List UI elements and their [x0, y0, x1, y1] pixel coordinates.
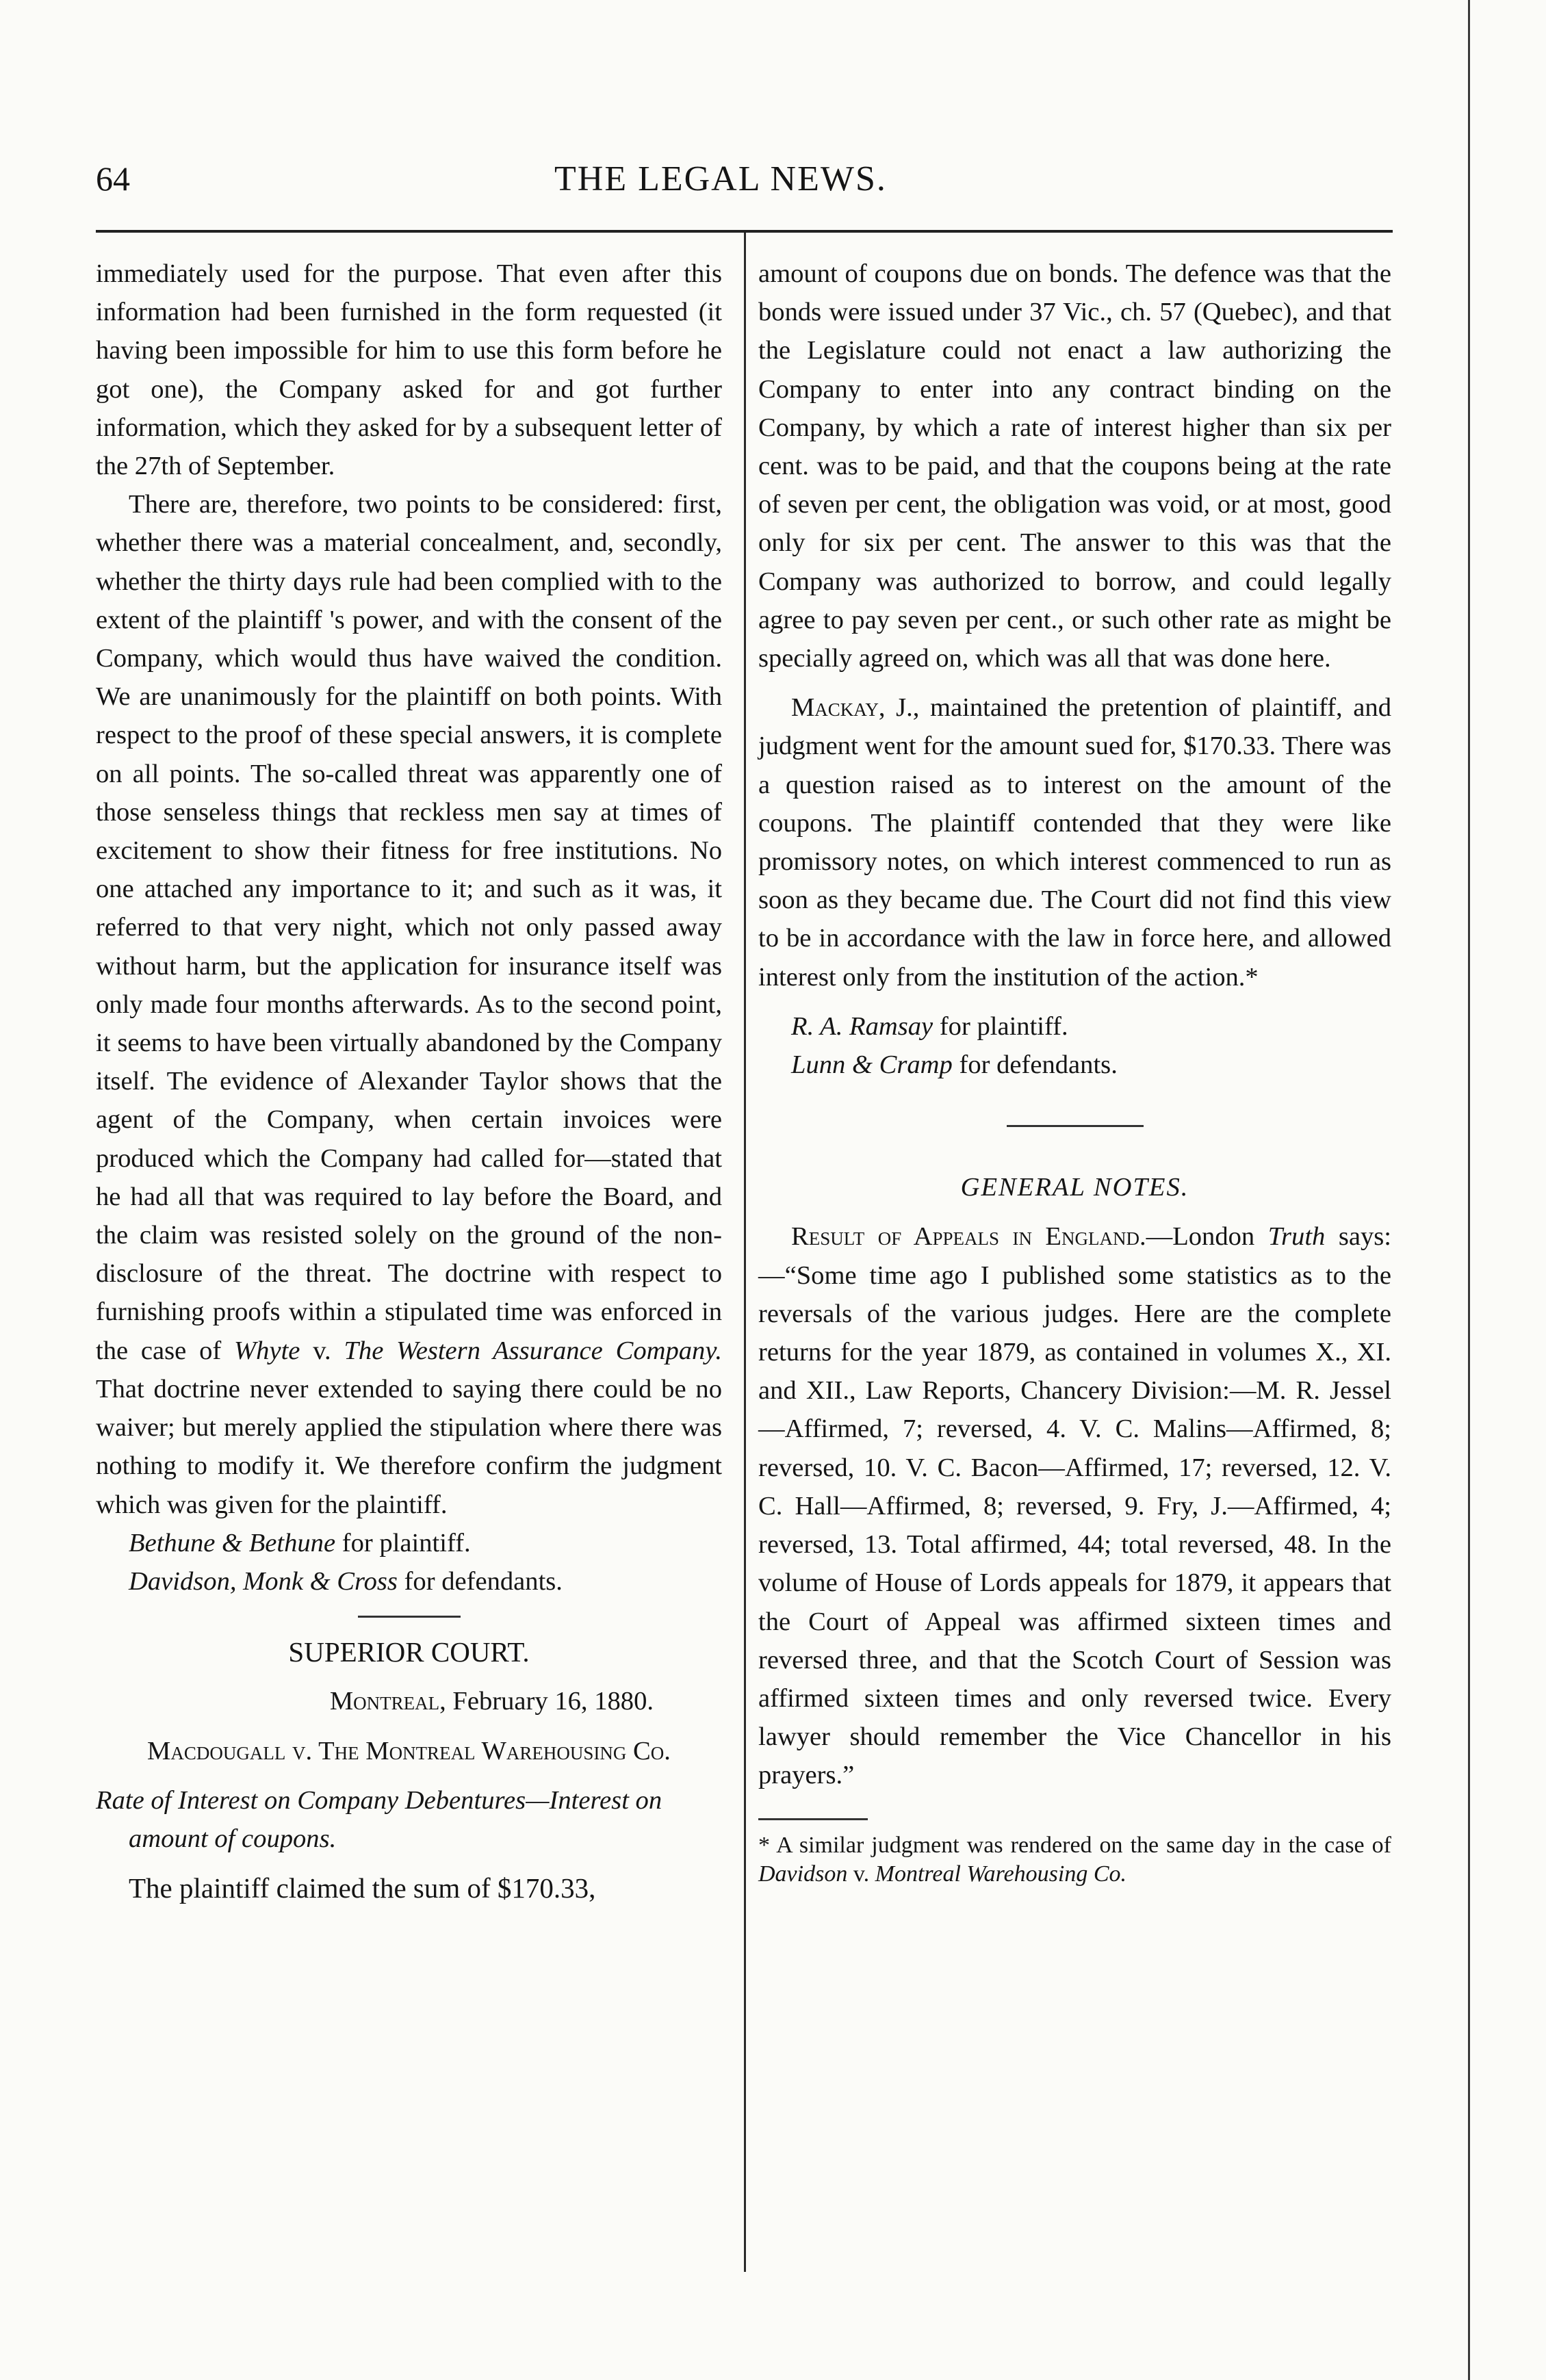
- paragraph: The plaintiff claimed the sum of $170.33,: [129, 1872, 596, 1904]
- footnote-text: * A similar judgment was rendered on the same day in the case of: [758, 1832, 1391, 1858]
- case-name: The Western Assurance Company.: [344, 1336, 722, 1365]
- right-column: [758, 255, 1391, 1889]
- footnote: [758, 1831, 1391, 1889]
- case-subject: Rate of Interest on Company Debentures—Interest on amount of coupons.: [96, 1785, 662, 1853]
- case-name: Davidson: [758, 1861, 848, 1887]
- counsel-line: [96, 1524, 722, 1562]
- page-title: THE LEGAL NEWS.: [554, 159, 887, 198]
- paragraph-text: says:—“Some time ago I published some statistics as to the reversals of the various judges. Here are the complete returns for the year 1879, as contained in volumes X., XI. and XII., Law Reports, Chancery Division:—M. R. Jessel—Affirmed, 7; reversed, 4. V. C. Malins—Affirmed, 8; reversed, 10. V. C. Bacon—Affirmed, 17; reversed, 12. V. C. Hall—Affirmed, 8; reversed, 9. Fry, J.—Affirmed, 4; reversed, 13. Total affirmed, 44; total reversed, 48. In the volume of House of Lords appeals for 1879, it appears that the Court of Appeal was affirmed sixteen times and reversed three, and that the Scotch Court of Session was affirmed sixteen times and only reversed twice. Every lawyer should remember the Vice Chancellor in his prayers.”: [758, 1222, 1391, 1790]
- left-column: [96, 255, 722, 1907]
- paragraph: [96, 485, 722, 1523]
- page-edge-line: [1468, 0, 1470, 2380]
- counsel-role: for defendants.: [959, 1050, 1118, 1080]
- section-rule: [1007, 1125, 1144, 1127]
- counsel-line: [758, 1046, 1391, 1084]
- notes-heading: GENERAL NOTES.: [960, 1173, 1189, 1202]
- counsel-name: Bethune & Bethune: [129, 1528, 336, 1557]
- counsel-line: [758, 1007, 1391, 1046]
- counsel-name: Davidson, Monk & Cross: [129, 1566, 398, 1596]
- counsel-role: for plaintiff.: [939, 1011, 1068, 1041]
- paragraph: [758, 688, 1391, 996]
- counsel-role: for plaintiff.: [342, 1528, 471, 1557]
- case-name: Whyte: [234, 1336, 300, 1365]
- court-heading: SUPERIOR COURT.: [288, 1636, 530, 1668]
- paragraph-text: There are, therefore, two points to be considered: first, whether there was a material concealment, and, secondly, whether the thirty days rule had been complied with to the extent of the plaintiff 's power, and with the consent of the Company, which would thus have waived the condition. We are unanimously for the plaintiff on both points. With respect to the proof of these special answers, it is complete on all points. The so-called threat was apparently one of those senseless things that reckless men say at times of excitement to show their fitness for free institutions. No one attached any importance to it; and such as it was, it referred to that very night, which not only passed away without harm, but the application for insurance itself was only made four months afterwards. As to the second point, it seems to have been virtually abandoned by the Company itself. The evidence of Alexander Taylor shows that the agent of the Company, when certain invoices were produced which the Company had called for—stated that he had all that was required to lay before the Board, and the claim was resisted solely on the ground of the non-disclosure of the threat. The doctrine with respect to furnishing proofs within a stipulated time was enforced in the case of: [96, 490, 722, 1365]
- versus: v.: [313, 1336, 331, 1365]
- notes-place: —London: [1146, 1222, 1255, 1252]
- paragraph-text: maintained the pretention of plaintiff, and judgment went for the amount sued for, $170.33. There was a question raised as to interest on the amount of the coupons. The plaintiff contended that they were like promissory notes, on which interest commenced to run as soon as they became due. The Court did not find this view to be in accordance with the law in force here, and allowed interest only from the institution of the action.*: [758, 693, 1391, 992]
- counsel-name: R. A. Ramsay: [791, 1011, 933, 1041]
- paragraph: amount of coupons due on bonds. The defence was that the bonds were issued under 37 Vic., ch. 57 (Quebec), and that the Legislature could not enact a law authorizing the Company to enter into any contract binding on the Company, by which a rate of interest higher than six per cent. was to be paid, and that the coupons being at the rate of seven per cent, the obligation was void, or at most, good only for six per cent. The answer to this was that the Company was authorized to borrow, and could legally agree to pay seven per cent., or such other rate as might be specially agreed on, which was all that was done here.: [758, 259, 1391, 673]
- notes-source: Truth: [1267, 1222, 1326, 1252]
- dateline: [96, 1682, 722, 1720]
- column-divider: [744, 233, 746, 2272]
- paragraph: [758, 1217, 1391, 1794]
- notes-lead: Result of Appeals in England.: [791, 1222, 1146, 1252]
- versus: v.: [853, 1861, 870, 1887]
- counsel-line: [96, 1562, 722, 1601]
- section-rule: [358, 1616, 461, 1618]
- paragraph: immediately used for the purpose. That even after this information had been furnished in the form requested (it having been impossible for him to use this form before he got one), the Company asked for and got further information, which they asked for by a subsequent letter of the 27th of September.: [96, 259, 722, 481]
- footnote-rule: [758, 1818, 868, 1820]
- counsel-name: Lunn & Cramp: [791, 1050, 953, 1080]
- judge-name: Mackay, J.,: [791, 693, 920, 723]
- paragraph-text: That doctrine never extended to saying there could be no waiver; but merely applied the stipulation where there was nothing to modify it. We therefore confirm the judgment which was given for the plaintiff.: [96, 1374, 722, 1519]
- case-name: Montreal Warehousing Co.: [875, 1861, 1127, 1887]
- page-number: 64: [96, 159, 130, 198]
- dateline-place: Montreal,: [329, 1687, 446, 1716]
- case-title: Macdougall v. The Montreal Warehousing Co.: [147, 1736, 671, 1765]
- counsel-role: for defendants.: [404, 1566, 563, 1596]
- dateline-date: February 16, 1880.: [452, 1687, 654, 1716]
